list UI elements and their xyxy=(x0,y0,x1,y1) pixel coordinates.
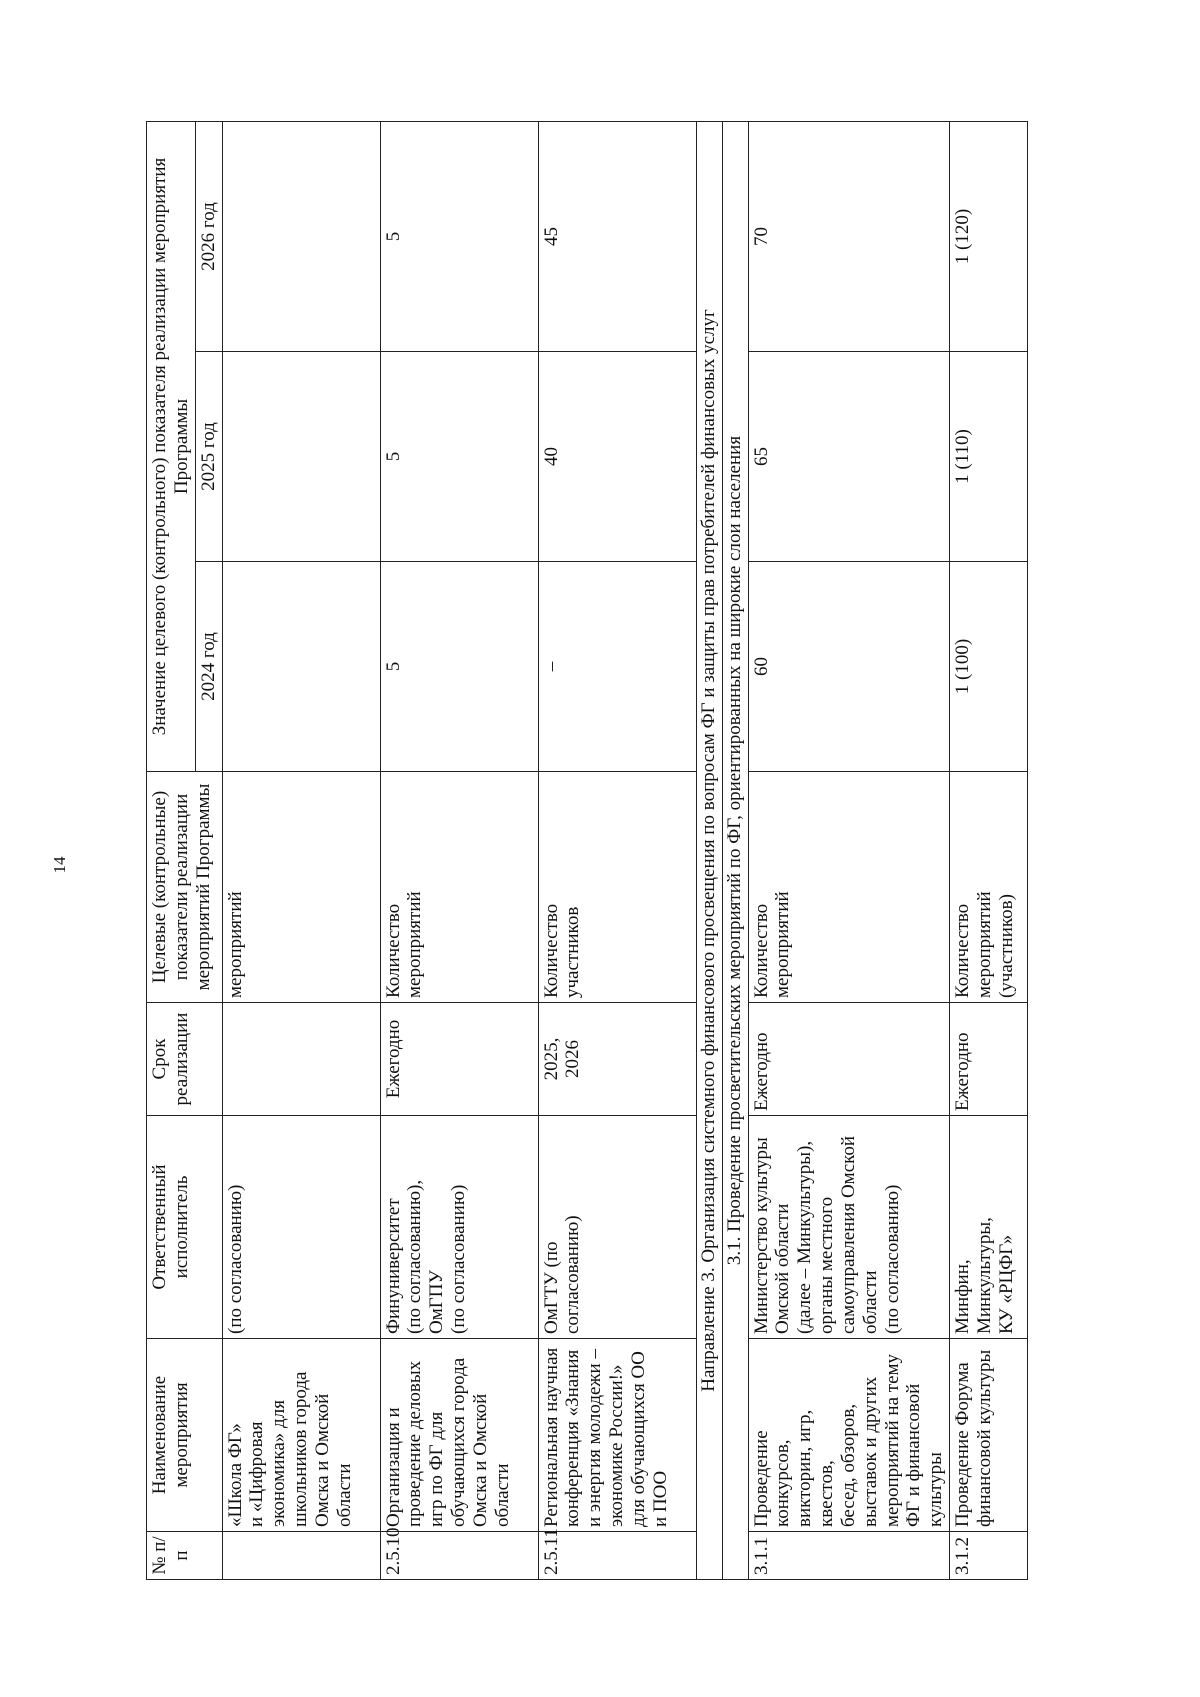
row-2026 xyxy=(222,121,380,351)
row-indicator: Количество мероприятий (участников) xyxy=(950,772,1028,1003)
header-num: № п/п xyxy=(147,1532,223,1580)
subsection-3-1-title: 3.1. Проведение просветительских мероприятий по ФГ, ориентированных на широкие слои населения xyxy=(722,121,748,1579)
row-name: Проведение конкурсов, викторин, игр, квестов, бесед, обзоров, выставок и других мероприятий на тему ФГ и финансовой культуры xyxy=(748,1339,950,1532)
row-term: Ежегодно xyxy=(380,1003,538,1116)
row-num: 3.1.1 xyxy=(748,1532,950,1580)
row-2024: 1 (100) xyxy=(950,562,1028,772)
table-row xyxy=(538,121,696,1579)
row-name: Региональная научная конференция «Знания и энергия молодежи – экономике России!» для обучающихся ОО и ПОО xyxy=(538,1339,696,1532)
header-executor: Ответственный исполнитель xyxy=(147,1116,223,1339)
header-2024: 2024 год xyxy=(195,562,222,772)
row-2026: 1 (120) xyxy=(950,121,1028,351)
row-2024: 60 xyxy=(748,562,950,772)
header-indicator: Целевые (контрольные) показатели реализации мероприятий Программы xyxy=(147,772,223,1003)
row-2025: 40 xyxy=(538,352,696,562)
table-row xyxy=(748,121,950,1579)
row-indicator: Количество мероприятий xyxy=(380,772,538,1003)
row-executor: ОмГТУ (по согласованию) xyxy=(538,1116,696,1339)
row-executor: Финуниверситет (по согласованию), ОмГПУ (по согласованию) xyxy=(380,1116,538,1339)
row-name: Организация и проведение деловых игр по ФГ для обучающихся города Омска и Омской области xyxy=(380,1339,538,1532)
direction-3-title: Направление 3. Организация системного финансового просвещения по вопросам ФГ и защиты прав потребителей финансовых услуг xyxy=(696,121,722,1579)
row-2025: 1 (110) xyxy=(950,352,1028,562)
direction-row xyxy=(696,121,722,1579)
row-indicator: Количество участников xyxy=(538,772,696,1003)
table-row xyxy=(222,121,380,1579)
row-2025 xyxy=(222,352,380,562)
row-2024: 5 xyxy=(380,562,538,772)
row-2026: 5 xyxy=(380,121,538,351)
row-term: Ежегодно xyxy=(950,1003,1028,1116)
row-name: «Школа ФГ» и «Цифровая экономика» для школьников города Омска и Омской области xyxy=(222,1339,380,1532)
header-term: Срок реализации xyxy=(147,1003,223,1116)
row-2024: – xyxy=(538,562,696,772)
header-row xyxy=(147,121,196,1579)
rotated-landscape-table xyxy=(146,122,1096,1580)
header-value-group: Значение целевого (контрольного) показателя реализации мероприятия Программы xyxy=(147,121,196,771)
row-2025: 5 xyxy=(380,352,538,562)
row-name: Проведение Форума финансовой культуры xyxy=(950,1339,1028,1532)
row-num: 2.5.10 xyxy=(380,1532,538,1580)
table-row xyxy=(950,121,1028,1579)
row-indicator: мероприятий xyxy=(222,772,380,1003)
table-row xyxy=(380,121,538,1579)
row-2026: 45 xyxy=(538,121,696,351)
page-number: 14 xyxy=(50,856,69,874)
row-num: 3.1.2 xyxy=(950,1532,1028,1580)
row-term xyxy=(222,1003,380,1116)
row-2024 xyxy=(222,562,380,772)
row-executor: Минфин, Минкультуры, КУ «РЦФГ» xyxy=(950,1116,1028,1339)
row-2026: 70 xyxy=(748,121,950,351)
row-term: 2025, 2026 xyxy=(538,1003,696,1116)
header-2026: 2026 год xyxy=(195,121,222,351)
row-indicator: Количество мероприятий xyxy=(748,772,950,1003)
measures-table xyxy=(146,121,1028,1580)
row-term: Ежегодно xyxy=(748,1003,950,1116)
row-executor: (по согласованию) xyxy=(222,1116,380,1339)
row-executor: Министерство культуры Омской области (далее – Минкультуры), органы местного самоуправления Омской области (по согласованию) xyxy=(748,1116,950,1339)
row-num: 2.5.11 xyxy=(538,1532,696,1580)
row-2025: 65 xyxy=(748,352,950,562)
header-name: Наименование мероприятия xyxy=(147,1339,223,1532)
subsection-row xyxy=(722,121,748,1579)
row-num xyxy=(222,1532,380,1580)
header-2025: 2025 год xyxy=(195,352,222,562)
